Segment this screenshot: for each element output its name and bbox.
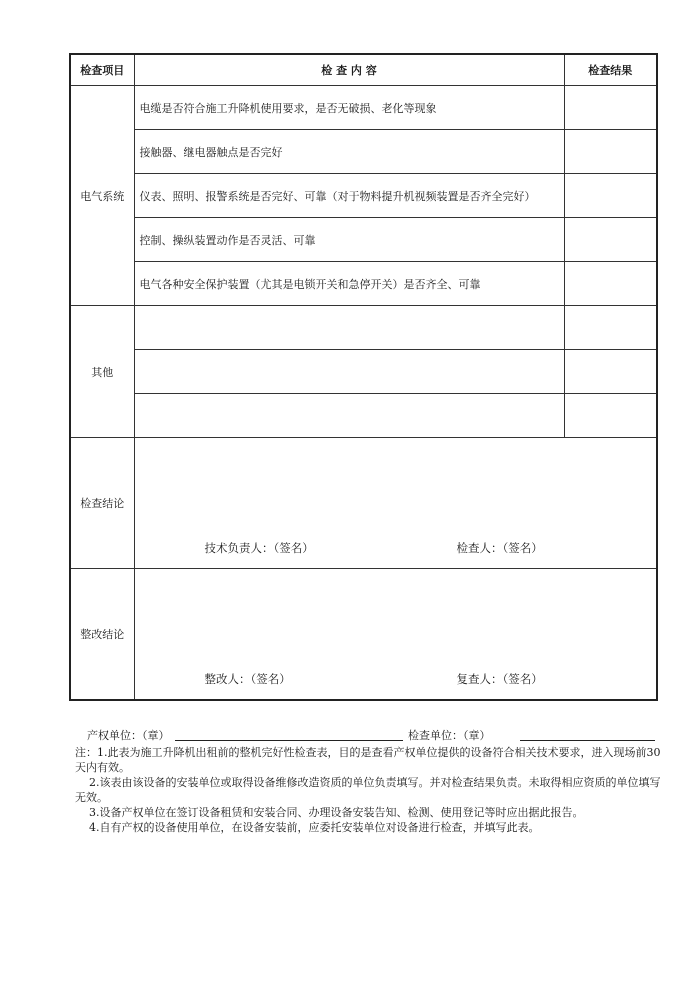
category-electrical: 电气系统 (70, 86, 134, 306)
result-cell[interactable] (564, 394, 657, 438)
inspection-form (69, 53, 656, 701)
check-item: 接触器、继电器触点是否完好 (134, 130, 564, 174)
table-row (70, 350, 657, 394)
note-4: 4.自有产权的设备使用单位，在设备安装前，应委托安装单位对设备进行检查，并填写此表。 (89, 821, 540, 834)
table-row (70, 262, 657, 306)
reviewer-signature: 复查人：（签名） (456, 672, 543, 686)
inspection-conclusion-area[interactable] (134, 438, 657, 569)
note-3: 3.设备产权单位在签订设备租赁和安装合同、办理设备安装告知、检测、使用登记等时应出据此报告。 (89, 806, 584, 819)
inspect-unit-label: 检查单位：（章） (408, 729, 491, 742)
table-row (70, 86, 657, 130)
unit-stamps-row (75, 728, 665, 745)
table-row (70, 218, 657, 262)
rectification-conclusion-area[interactable] (134, 569, 657, 701)
table-row (70, 174, 657, 218)
blank-item-cell[interactable] (134, 306, 564, 350)
result-cell[interactable] (564, 130, 657, 174)
inspection-conclusion-row (70, 438, 657, 569)
category-other: 其他 (70, 306, 134, 438)
table-row (70, 394, 657, 438)
table-row (70, 130, 657, 174)
result-cell[interactable] (564, 262, 657, 306)
result-cell[interactable] (564, 350, 657, 394)
note-2: 2.该表由该设备的安装单位或取得设备维修改造资质的单位负责填写。并对检查结果负责。未取得相应资质的单位填写无效。 (75, 776, 661, 804)
check-item: 控制、操纵装置动作是否灵活、可靠 (134, 218, 564, 262)
inspection-conclusion-label: 检查结论 (70, 438, 134, 569)
table-row (70, 306, 657, 350)
rectification-conclusion-row (70, 569, 657, 701)
header-content: 检 查 内 容 (134, 54, 564, 86)
inspector-signature: 检查人：（签名） (456, 541, 543, 555)
result-cell[interactable] (564, 218, 657, 262)
blank-item-cell[interactable] (134, 394, 564, 438)
check-item: 电气各种安全保护装置（尤其是电锁开关和急停开关）是否齐全、可靠 (134, 262, 564, 306)
inspection-table (69, 53, 658, 701)
result-cell[interactable] (564, 86, 657, 130)
result-cell[interactable] (564, 174, 657, 218)
form-footer (75, 728, 665, 835)
check-item: 电缆是否符合施工升降机使用要求，是否无破损、老化等现象 (134, 86, 564, 130)
owner-unit-line[interactable] (175, 728, 403, 741)
header-result: 检查结果 (564, 54, 657, 86)
rectification-conclusion-label: 整改结论 (70, 569, 134, 701)
rectifier-signature: 整改人：（签名） (204, 672, 291, 686)
check-item: 仪表、照明、报警系统是否完好、可靠（对于物料提升机视频装置是否齐全完好） (134, 174, 564, 218)
blank-item-cell[interactable] (134, 350, 564, 394)
note-1: 注：1.此表为施工升降机出租前的整机完好性检查表，目的是查看产权单位提供的设备符合相关技术要求，进入现场前30天内有效。 (75, 746, 661, 774)
owner-unit-label: 产权单位：（章） (87, 729, 170, 742)
result-cell[interactable] (564, 306, 657, 350)
header-item: 检查项目 (70, 54, 134, 86)
tech-lead-signature: 技术负责人：（签名） (204, 541, 314, 555)
header-row (70, 54, 657, 86)
inspect-unit-line[interactable] (520, 728, 655, 741)
